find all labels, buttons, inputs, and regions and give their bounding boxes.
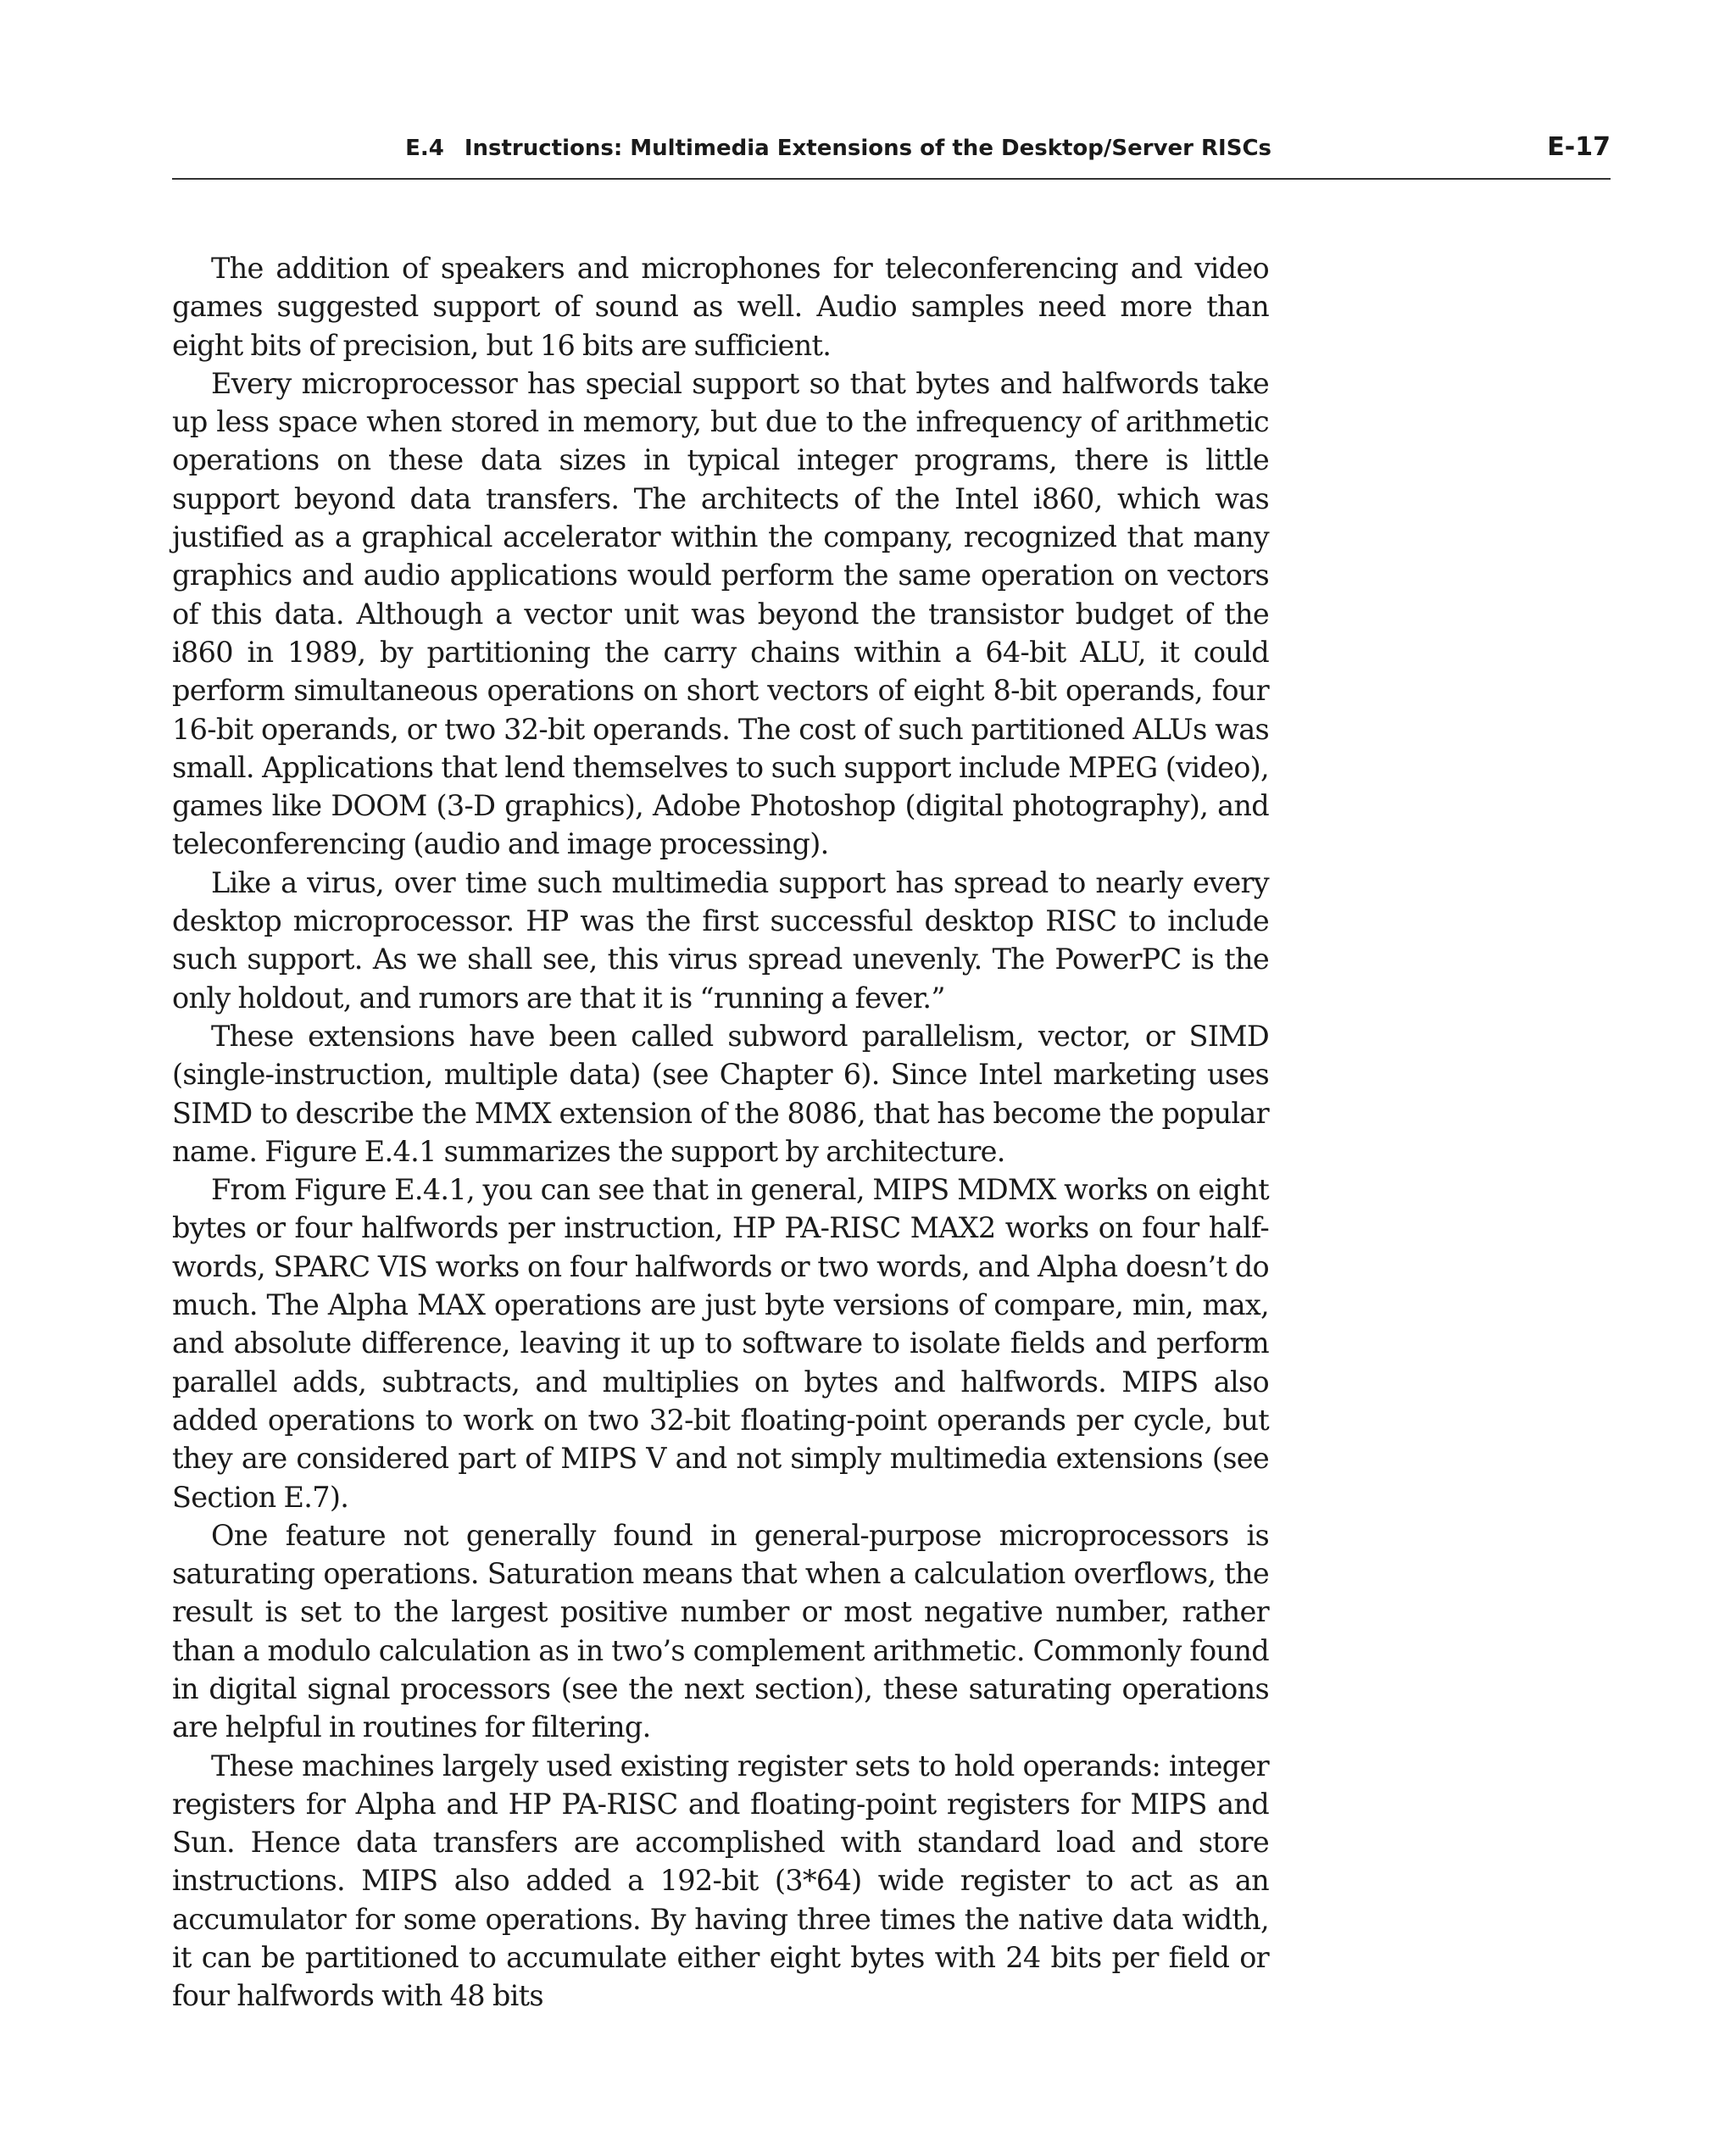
- section-title-text: Instructions: Multimedia Extensions of the Desktop/Server RISCs: [464, 136, 1271, 161]
- running-head: [172, 127, 1611, 180]
- paragraph-3: Like a virus, over time such multimedia support has spread to nearly every desktop microprocessor. HP was the first successful desktop RISC to include such support. As we shall see, this virus spread unevenly. The PowerPC is the only holdout, and rumors are that it is “running a fever.”: [172, 865, 1269, 1015]
- paragraph-5: From Figure E.4.1, you can see that in general, MIPS MDMX works on eight bytes or four halfwords per instruction, HP PA-RISC MAX2 works on four half-words, SPARC VIS works on four halfwords or two words, and Alpha doesn’t do much. The Alpha MAX operations are just byte versions of compare, min, max, and absolute difference, leaving it up to software to isolate fields and perform parallel adds, subtracts, and multiplies on bytes and halfwords. MIPS also added operations to work on two 32-bit floating-point operands per cycle, but they are considered part of MIPS V and not simply multimedia extensions (see Section E.7).: [172, 1173, 1269, 1514]
- paragraph-4: These extensions have been called subword parallelism, vector, or SIMD (single-instruction, multiple data) (see Chapter 6). Since Intel marketing uses SIMD to describe the MMX extension of the 8086, that has become the popular name. Figure E.4.1 summarizes the support by architecture.: [172, 1019, 1269, 1168]
- paragraph-7: These machines largely used existing register sets to hold operands: integer registers for Alpha and HP PA-RISC and floating-point registers for MIPS and Sun. Hence data transfers are accomplished with standard load and store instructions. MIPS also added a 192-bit (3*64) wide register to act as an accumulator for some operations. By having three times the native data width, it can be partitioned to accumulate either eight bytes with 24 bits per field or four halfwords with 48 bits: [172, 1749, 1269, 2013]
- section-title: [405, 136, 1271, 161]
- body-text: [172, 249, 1269, 2016]
- paragraph-1: The addition of speakers and microphones for teleconferencing and video games suggested support of sound as well. Audio samples need more than eight bits of precision, but 16 bits are sufficient.: [172, 252, 1269, 362]
- section-number: E.4: [405, 136, 444, 161]
- page-number: E-17: [1547, 132, 1611, 162]
- paragraph-2: Every microprocessor has special support so that bytes and halfwords take up less space when stored in memory, but due to the infrequency of arithmetic operations on these data sizes in typical integer programs, there is little support beyond data transfers. The architects of the Intel i860, which was justified as a graphical accelerator within the company, recognized that many graphics and audio applications would perform the same operation on vectors of this data. Although a vector unit was beyond the transistor budget of the i860 in 1989, by partitioning the carry chains within a 64-bit ALU, it could perform simultaneous operations on short vectors of eight 8-bit operands, four 16-bit operands, or two 32-bit operands. The cost of such partitioned ALUs was small. Applications that lend themselves to such support include MPEG (video), games like DOOM (3-D graphics), Adobe Photoshop (digital photography), and teleconferencing (audio and image processing).: [172, 366, 1269, 861]
- paragraph-6: One feature not generally found in general-purpose microprocessors is saturating operations. Saturation means that when a calculation overflows, the result is set to the largest positive number or most negative number, rather than a modulo calculation as in two’s complement arithmetic. Commonly found in digital signal processors (see the next section), these saturating operations are helpful in routines for filtering.: [172, 1518, 1269, 1744]
